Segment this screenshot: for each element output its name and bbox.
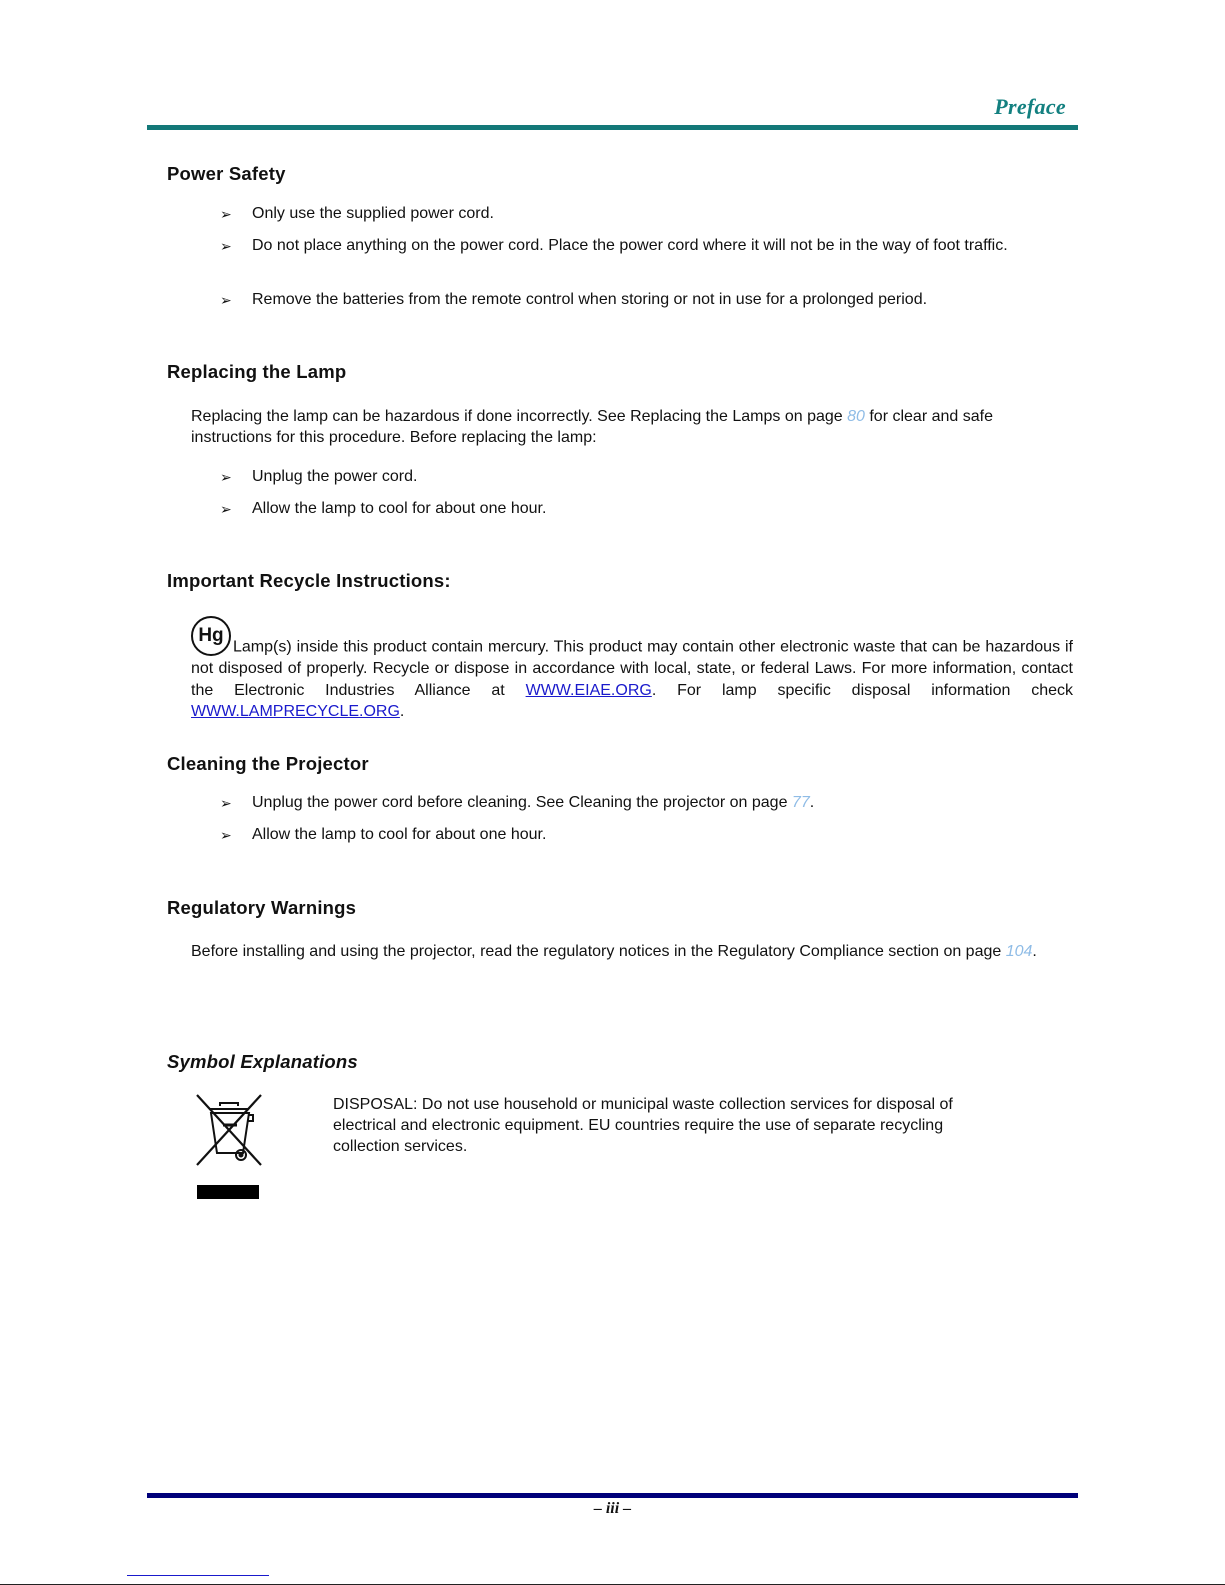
arrow-bullet-icon: ➢ xyxy=(220,501,232,517)
heading-regulatory-warnings: Regulatory Warnings xyxy=(167,897,357,918)
arrow-bullet-icon: ➢ xyxy=(220,238,232,254)
running-header-title: Preface xyxy=(994,94,1066,119)
weee-crossed-bin-icon xyxy=(193,1093,265,1203)
list-item: ➢ Allow the lamp to cool for about one hour. xyxy=(220,824,1050,846)
footnote-separator xyxy=(127,1575,269,1576)
page-reference-link[interactable]: 80 xyxy=(847,408,865,425)
eiae-link[interactable]: WWW.EIAE.ORG xyxy=(525,681,652,699)
list-item: ➢ Only use the supplied power cord. xyxy=(220,203,1050,225)
replacing-lamp-intro: Replacing the lamp can be hazardous if done incorrectly. See Replacing the Lamps on page 80 for clear and safe instructions for this procedure. Before replacing the lamp: xyxy=(191,408,993,446)
heading-recycle-instructions: Important Recycle Instructions: xyxy=(167,570,451,591)
heading-power-safety: Power Safety xyxy=(167,163,286,184)
mercury-hg-icon: Hg xyxy=(191,616,231,656)
page-reference-link[interactable]: 104 xyxy=(1005,943,1033,960)
arrow-bullet-icon: ➢ xyxy=(220,795,232,811)
list-item: ➢ Remove the batteries from the remote control when storing or not in use for a prolonged period. xyxy=(220,289,1050,311)
list-item: ➢ Unplug the power cord before cleaning. See Cleaning the projector on page 77. xyxy=(220,792,1050,814)
heading-cleaning-projector: Cleaning the Projector xyxy=(167,753,369,774)
heading-replacing-lamp: Replacing the Lamp xyxy=(167,361,347,382)
header-rule xyxy=(147,125,1078,130)
regulatory-paragraph: Before installing and using the projector, read the regulatory notices in the Regulatory Compliance section on page 104. xyxy=(191,943,1037,960)
arrow-bullet-icon: ➢ xyxy=(220,469,232,485)
list-item: ➢ Do not place anything on the power cord. Place the power cord where it will not be in the way of foot traffic. xyxy=(220,235,1050,257)
arrow-bullet-icon: ➢ xyxy=(220,292,232,308)
page-reference-link[interactable]: 77 xyxy=(791,794,810,811)
list-item: ➢ Allow the lamp to cool for about one hour. xyxy=(220,498,1050,520)
page-number: – iii – xyxy=(593,1500,632,1517)
arrow-bullet-icon: ➢ xyxy=(220,827,232,843)
list-item: ➢ Unplug the power cord. xyxy=(220,466,1050,488)
disposal-explanation: DISPOSAL: Do not use household or municipal waste collection services for disposal of electrical and electronic equipment. EU countries require the use of separate recycling collection services. xyxy=(333,1096,953,1155)
arrow-bullet-icon: ➢ xyxy=(220,206,232,222)
lamprecycle-link[interactable]: WWW.LAMPRECYCLE.ORG xyxy=(191,703,400,720)
recycle-paragraph: HgLamp(s) inside this product contain mercury. This product may contain other electronic waste that can be hazardous if not disposed of properly. Recycle or dispose in accordance with local, state, or federal Laws. For more information, contact the Electronic Industries Alliance at WWW.EIAE.ORG. For lamp specific disposal information check WWW.LAMPRECYCLE.ORG. xyxy=(191,618,1073,723)
footer-rule xyxy=(147,1493,1078,1498)
heading-symbol-explanations: Symbol Explanations xyxy=(167,1051,358,1072)
